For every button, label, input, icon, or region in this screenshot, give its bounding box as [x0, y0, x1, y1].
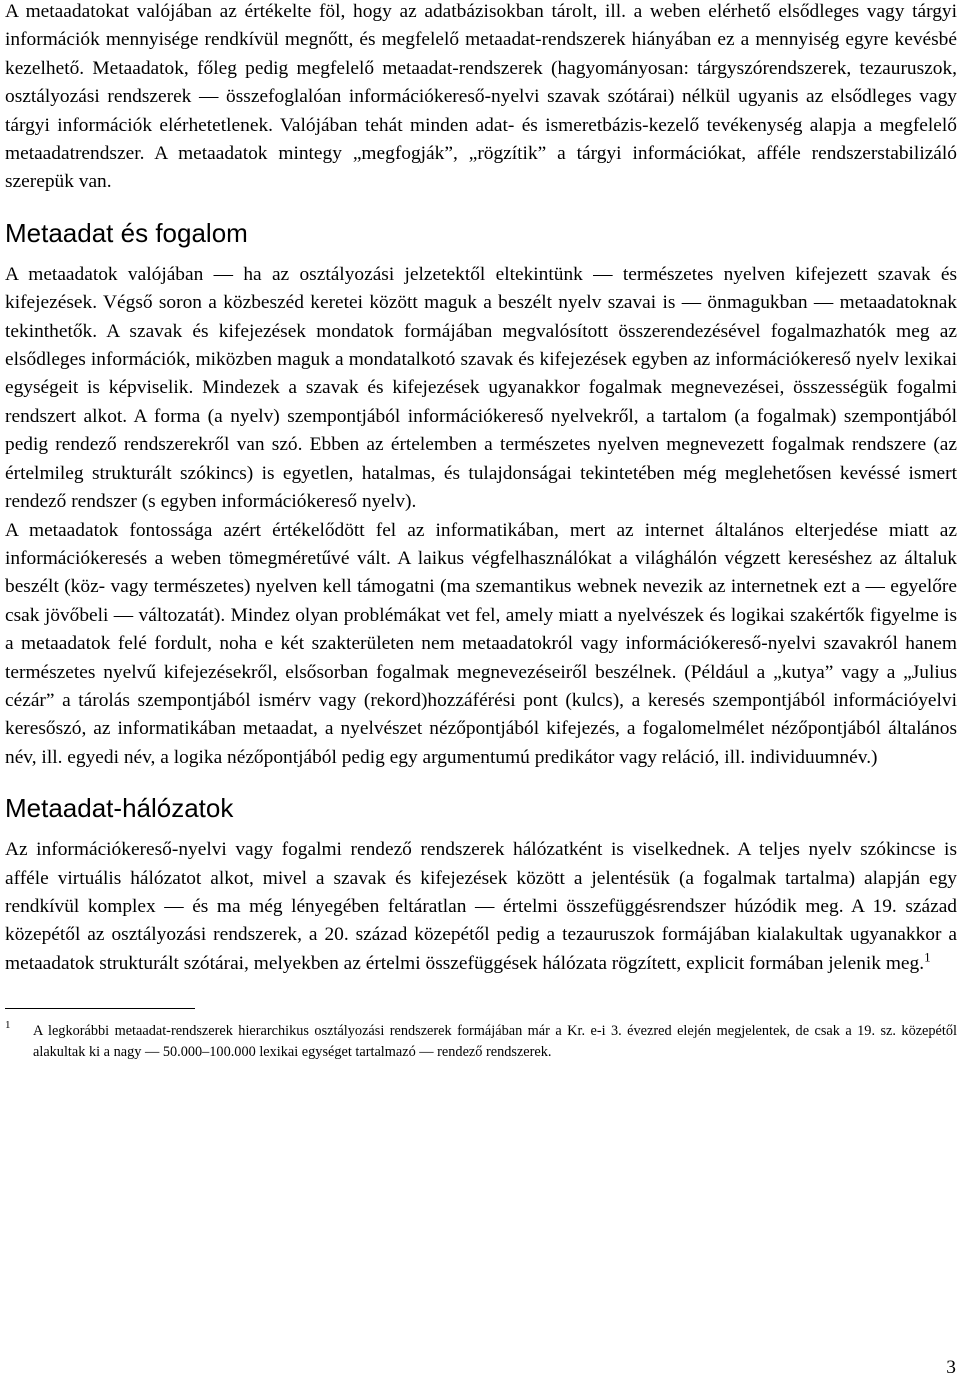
- section2-paragraph-1-text: Az információkereső-nyelvi vagy fogalmi rendező rendszerek hálózatként is viselkednek. A teljes nyelv szókincse is afféle virtuális hálózatot alkot, mivel a szavak és kifejezések között a jelentésük (a fogalmak tartalma) alapján egy rendkívül komplex — és ma még lényegében feltáratlan — értelmi összefüggésrendszer húzódik meg. A 19. század közepétől az osztályozási rendszerek, a 20. század közepétől pedig a tezauruszok formájában kialakultak ugyanakkor a metaadatok strukturált szótárai, melyekben az értelmi összefüggések hálózata rögzített, explicit formában jelenik meg.: [5, 839, 957, 974]
- section-heading-metaadat-halozatok: Metaadat-hálózatok: [5, 793, 234, 824]
- footnote-number: 1: [5, 1019, 11, 1032]
- footnote-text: A legkorábbi metaadat-rendszerek hierarchikus osztályozási rendszerek formájában már a Kr. e-i 3. évezred elején megjelentek, de csak a 19. sz. közepétől alakultak ki a nagy — 50.000–100.000 lexikai egységet tartalmazó — rendező rendszerek.: [33, 1023, 957, 1061]
- intro-paragraph: A metaadatokat valójában az értékelte föl, hogy az adatbázisokban tárolt, ill. a weben elérhető elsődleges vagy tárgyi információk mennyisége rendkívül megnőtt, és megfelelő metaadat-rendszerek hiányában ez a mennyiség egyre kevésbé kezelhető. Metaadatok, főleg pedig megfelelő metaadat-rendszerek (hagyományosan: tárgyszórendszerek, tezauruszok, osztályozási rendszerek — összefoglalóan információkereső-nyelvi szavak szótárai) nélkül ugyanis az elsődleges vagy tárgyi információk elérhetetlenek. Valójában tehát minden adat- és ismeretbázis-kezelő tevékenység alapja a megfelelő metaadatrendszer. A metaadatok mintegy „megfogják”, „rögzítik” a tárgyi információkat, afféle rendszerstabilizáló szerepük van.: [5, 1, 957, 193]
- footnote-reference[interactable]: 1: [924, 949, 931, 965]
- section2-paragraph-1: [5, 836, 957, 978]
- page-number: 3: [946, 1357, 956, 1378]
- footnote: [5, 1021, 957, 1063]
- section1-paragraph-1: A metaadatok valójában — ha az osztályozási jelzetektől eltekintünk — természetes nyelven kifejezett szavak és kifejezések. Végső soron a közbeszéd keretei között maguk a beszélt nyelv szavai is — önmagukban — metaadatoknak tekinthetők. A szavak és kifejezések mondatok formájában megvalósított összerendezésével fogalmazhatók meg az elsődleges információk, miközben maguk a mondatalkotó szavak és kifejezések egyben az információkereső nyelv lexikai egységeit is képviselik. Mindezek a szavak és kifejezések ugyanakkor fogalmak megnevezései, összességük fogalmi rendszert alkot. A forma (a nyelv) szempontjából információkereső nyelvekről, a tartalom (a fogalmak) szempontjából pedig rendező rendszerekről van szó. Ebben az értelemben a természetes nyelven megnevezett fogalmak rendszere (az értelmileg strukturált szókincs) is egyetlen, hatalmas, és tulajdonságai tekintetében még meglehetősen kevéssé ismert rendező rendszer (s egyben információkereső nyelv).: [5, 263, 957, 513]
- section-heading-metaadat-es-fogalom: Metaadat és fogalom: [5, 217, 248, 248]
- document-page: [5, 0, 957, 1063]
- footnote-separator: [5, 1008, 195, 1009]
- section1-paragraph-2: A metaadatok fontossága azért értékelődött fel az informatikában, mert az internet általános elterjedése miatt az információkeresés a weben tömegméretűvé vált. A laikus végfelhasználókat a világhálón végzett kereséshez az általuk beszélt (köz- vagy természetes) nyelven kell támogatni (ma szemantikus webnek nevezik az internetnek ezt a — egyelőre csak jövőbeli — változatát). Mindez olyan problémákat vet fel, amely miatt a nyelvészek és logikai szakértők figyelme is a metaadatok felé fordult, noha e két szakterületen nem metaadatokról vagy információkereső-nyelvi szavakról hanem természetes nyelvű kifejezésekről, elsősorban fogalmak megnevezéseiről beszélnek. (Például a „kutya” vagy a „Julius cézár” a tárolás szempontjából ismérv vagy (rekord)hozzáférési pont (kulcs), a keresés szempontjából információyelvi keresőszó, az informatikában metaadat, a nyelvészet nézőpontjából kifejezés, a fogalomelmélet nézőpontjából általános név, ill. egyedi név, a logika nézőpontjából pedig egy argumentumú predikátor vagy reláció, ill. individuumnév.): [5, 519, 957, 768]
